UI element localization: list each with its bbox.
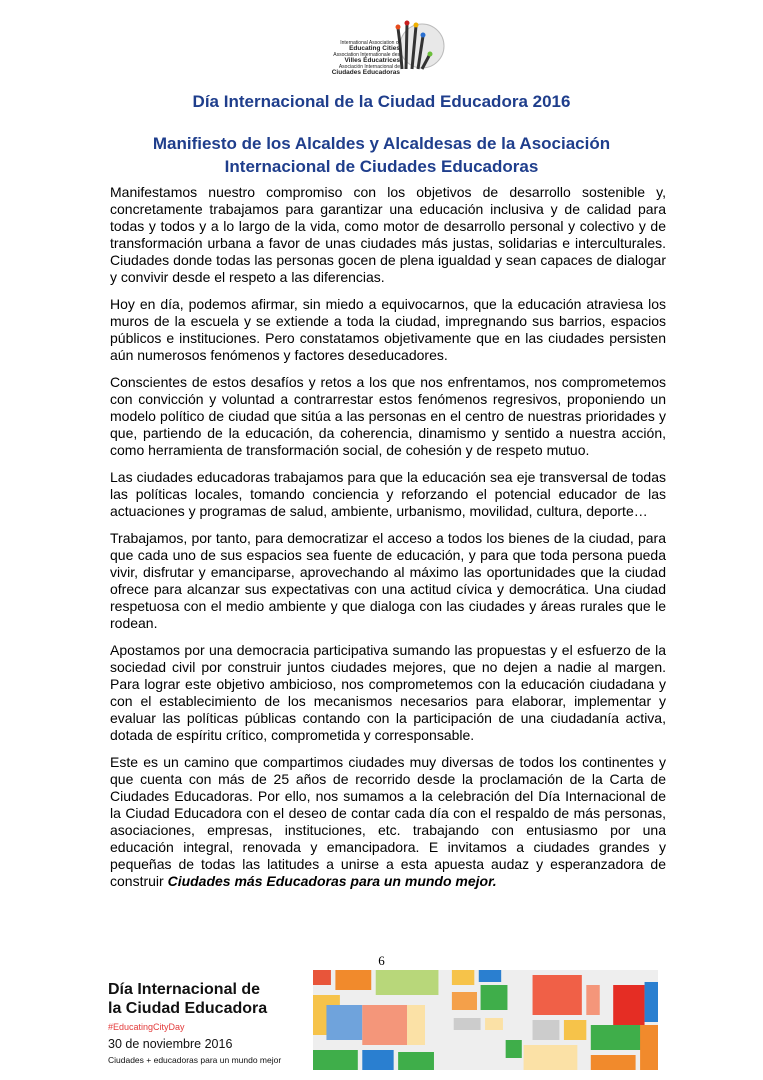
logo-text: Association Internationale des xyxy=(333,52,400,58)
page-number: 6 xyxy=(378,953,385,968)
paragraph: Las ciudades educadoras trabajamos para que la educación sea eje transversal de todas las políticas locales, tomando conciencia y reforzando el potencial educador de las actuaciones y programas de salud, ambiente, urbanismo, movilidad, cultura, deporte… xyxy=(110,469,666,519)
banner-hashtag: #EducatingCityDay xyxy=(108,1022,185,1032)
event-banner xyxy=(108,970,658,1070)
educating-cities-logo xyxy=(330,14,445,76)
paragraph-emphasis: Ciudades más Educadoras para un mundo mejor. xyxy=(167,873,497,889)
paragraph: Manifestamos nuestro compromiso con los objetivos de desarrollo sostenible y, concretamente trabajamos para garantizar una educación inclusiva y de calidad para todas y todos y a lo largo de la vida, como motor de desarrollo personal y colectivo y de transformación urbana a favor de unas ciudades más justas, solidarias e interculturales. Ciudades donde todas las personas gocen de plena igualdad y sean capaces de dialogar y convivir desde el respeto a las diferencias. xyxy=(110,184,666,285)
paragraph: Apostamos por una democracia participativa sumando las propuestas y el esfuerzo de la sociedad civil por construir juntos ciudades mejores, que no dejen a nadie al margen. Para lograr este objetivo ambicioso, nos comprometemos con la educación ciudadana y con el establecimiento de los mecanismos necesarios para elaborar, implementar y evaluar las políticas públicas contando con la participación de una ciudadanía activa, dotada de espíritu crítico, comprometida y corresponsable. xyxy=(110,642,666,743)
document-subtitle: Manifiesto de los Alcaldes y Alcaldesas de la Asociación Internacional de Ciudades Educadoras xyxy=(152,134,611,176)
logo-text: Villes Éducatrices xyxy=(344,57,400,64)
logo-text: Educating Cities xyxy=(349,45,400,52)
paragraph: Hoy en día, podemos afirmar, sin miedo a equivocarnos, que la educación atraviesa los muros de la escuela y se extiende a toda la ciudad, impregnando sus barrios, espacios públicos e instituciones. Pero constatamos objetivamente que en las ciudades persisten aún numerosos fenómenos y factores deseducadores. xyxy=(110,296,666,363)
manifesto-body xyxy=(110,184,666,900)
logo-text: Asociación Internacional de xyxy=(338,64,400,70)
city-map-illustration xyxy=(313,970,658,1070)
banner-title-line: la Ciudad Educadora xyxy=(108,1000,268,1017)
logo-text: International Association of xyxy=(340,40,400,46)
banner-slogan: Ciudades + educadoras para un mundo mejor xyxy=(108,1055,282,1065)
logo-text: Ciudades Educadoras xyxy=(331,69,400,76)
paragraph: Trabajamos, por tanto, para democratizar el acceso a todos los bienes de la ciudad, para que cada uno de sus espacios sea fuente de educación, y para que toda persona pueda vivir, disfrutar y emanciparse, aprovechando al máximo las oportunidades que la ciudad ofrece para alcanzar sus expectativas con una actitud cívica y democrática. Una ciudad respetuosa con el medio ambiente y que dialoga con las ciudades y áreas rurales que le rodean. xyxy=(110,530,666,631)
paragraph xyxy=(110,754,666,890)
banner-date: 30 de noviembre 2016 xyxy=(108,1037,233,1051)
banner-title-line: Día Internacional de xyxy=(108,981,261,998)
document-title: Día Internacional de la Ciudad Educadora 2016 xyxy=(192,92,571,111)
paragraph: Conscientes de estos desafíos y retos a los que nos enfrentamos, nos comprometemos con convicción y voluntad a contrarrestar estos fenómenos regresivos, proponiendo un modelo político de ciudad que sitúa a las personas en el centro de nuestras prioridades y que, partiendo de la educación, da coherencia, dinamismo y sentido a nuestra acción, como herramienta de transformación social, de cohesión y de respeto mutuo. xyxy=(110,374,666,458)
banner-title xyxy=(108,980,267,1018)
paragraph-text: Este es un camino que compartimos ciudades muy diversas de todos los continentes y que cuenta con más de 25 años de recorrido desde la proclamación de la Carta de Ciudades Educadoras. Por ello, nos sumamos a la celebración del Día Internacional de la Ciudad Educadora con el deseo de contar cada día con el respaldo de más personas, asociaciones, empresas, instituciones, etc. trabajando con entusiasmo por una educación integral, renovada y emancipadora. E invitamos a ciudades grandes y pequeñas de todas las latitudes a unirse a esta apuesta audaz y esperanzadora de construir xyxy=(110,754,666,889)
